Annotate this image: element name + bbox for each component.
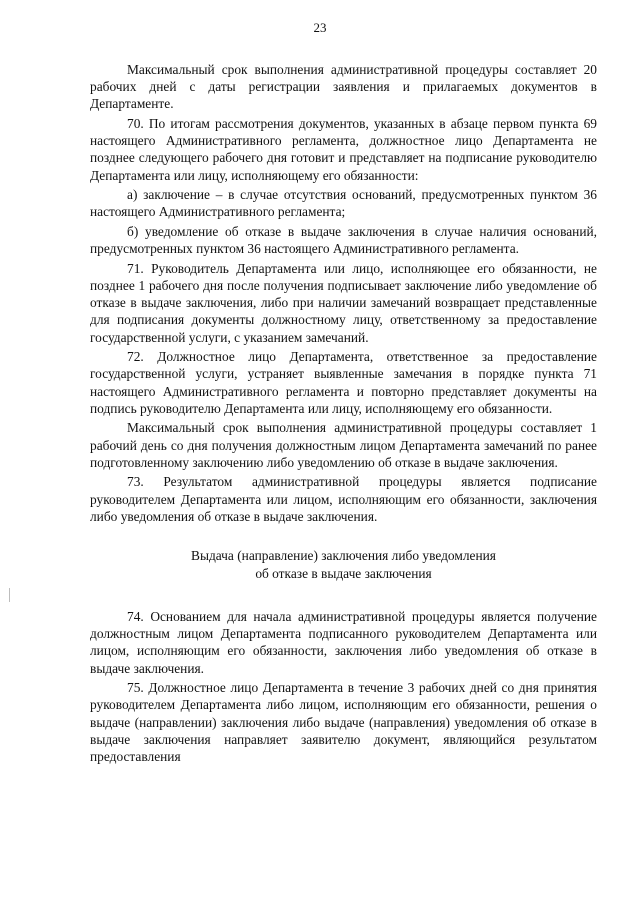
section-heading: [90, 547, 597, 582]
paragraph-74: 74. Основанием для начала административной процедуры является получение должностным лицом Департамента подписанного руководителем Департамента или лицом, исполняющим его обязанности, заключения либо уведомления об отказе в выдаче заключения.: [90, 609, 597, 676]
paragraph-70: 70. По итогам рассмотрения документов, указанных в абзаце первом пункта 69 настоящего Административного регламента, должностное лицо Департамента не позднее следующего рабочего дня готовит и представляет на подписание руководителю Департамента или лицу, исполняющему его обязанности:: [90, 116, 597, 183]
section-heading-line-2: об отказе в выдаче заключения: [255, 565, 432, 581]
scan-margin-mark: [9, 588, 10, 602]
page-number: 23: [313, 20, 327, 35]
paragraph-max-term-20-days: Максимальный срок выполнения административной процедуры составляет 20 рабочих дней с даты регистрации заявления и прилагаемых документов в Департаменте.: [90, 62, 597, 112]
paragraph-70-a: а) заключение – в случае отсутствия оснований, предусмотренных пунктом 36 настоящего Административного регламента;: [90, 187, 597, 220]
document-body: [90, 61, 597, 765]
paragraph-72: 72. Должностное лицо Департамента, ответственное за предоставление государственной услуги, устраняет выявленные замечания в порядке пункта 71 настоящего Административного регламента и повторно представляет документы на подпись руководителю Департамента или лицу, исполняющему его обязанности.: [90, 349, 597, 416]
paragraph-max-term-1-day: Максимальный срок выполнения административной процедуры составляет 1 рабочий день со дня получения должностным лицом Департамента замечаний по ранее подготовленному заключению либо уведомлению об отказе в выдаче заключения.: [90, 420, 597, 470]
section-heading-line-1: Выдача (направление) заключения либо уведомления: [191, 548, 496, 564]
paragraph-71: 71. Руководитель Департамента или лицо, исполняющее его обязанности, не позднее 1 рабочего дня после получения подписывает заключение либо уведомление об отказе в выдаче заключения, либо при наличии замечаний возвращает представленные для подписания документы должностному лицу, ответственному за предоставление государственной услуги, с указанием замечаний.: [90, 260, 597, 345]
paragraph-73: 73. Результатом административной процедуры является подписание руководителем Департамента или лицом, исполняющим его обязанности, заключения либо уведомления об отказе в выдаче заключения.: [90, 474, 597, 524]
paragraph-70-b: б) уведомление об отказе в выдаче заключения в случае наличия оснований, предусмотренных пунктом 36 настоящего Административного регламента.: [90, 224, 597, 257]
paragraph-75: 75. Должностное лицо Департамента в течение 3 рабочих дней со дня принятия руководителем Департамента либо лицом, исполняющим его обязанности, решения о выдаче (направлении) заключения либо выдаче (направления) уведомления об отказе в выдаче заключения направляет заявителю документ, являющийся результатом предоставления: [90, 680, 597, 765]
